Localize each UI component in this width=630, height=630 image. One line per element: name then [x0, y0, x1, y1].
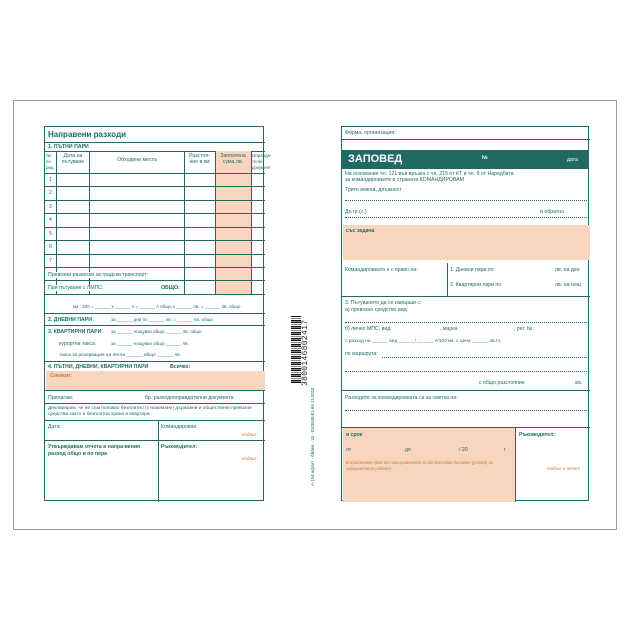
row-number: 3 [49, 204, 52, 210]
barcode-number: 3800146802417 [301, 319, 310, 386]
attach-text: бр. разходооправдателни документа [145, 395, 234, 401]
in-words-label: Словом: [50, 373, 72, 379]
row-number: 4 [49, 217, 52, 223]
row-number: 1 [49, 177, 52, 183]
printer-info: А-194-офсет - бВ/мм - 33 - 03/3845-01-69 11-2010 [310, 387, 315, 486]
lodging-rate-label: 2. Квартирни пари по [450, 282, 502, 288]
resort-tax-label: курортна такса [59, 341, 95, 347]
declaration-text: Декларирам, че не съм ползвал безплатно (с нааемане) държавни и обществени превозни средства както и безплатна храна и квартира. [48, 406, 252, 417]
col-header-distance: Разстоя-ние в км [189, 153, 210, 165]
right-manager-signature: подпис и печат [547, 466, 581, 471]
lodging-money-label: 3. КВАРТИРНИ ПАРИ [48, 329, 102, 335]
names-label: Трите имена, длъжност [345, 187, 402, 193]
attach-label: Прилагам: [48, 395, 74, 401]
daily-money-label: 2. ДНЕВНИ ПАРИ [48, 317, 92, 323]
destination-label: До гр.(с.) [345, 209, 367, 215]
form-sheet [13, 100, 617, 530]
order-number-label: № [482, 155, 488, 161]
company-label: Фирма, организация: [345, 130, 396, 136]
total-all-label: Всичко: [170, 364, 191, 370]
lodging-rate-unit: лв. на нощ [555, 282, 581, 288]
commissioned-label: Командирован: [161, 424, 198, 430]
daily-rate-unit: лв. на ден [555, 267, 580, 273]
expenses-report-form [44, 126, 272, 501]
fuel-consumption-text: с разход на ______ вид ______/ ______ л/100 км, с цена ______ лв./л, [345, 339, 502, 344]
daily-rate-label: 1. Дневни пари по [450, 267, 494, 273]
col-header-paid: Заплатена сума лв. [220, 153, 246, 165]
reservation-tax-label: такса за резервация на легла ______ общо ______ лв. [59, 353, 182, 358]
col-header-no: № по ред [46, 153, 54, 170]
order-date-label: дата [567, 157, 579, 163]
total-label: ОБЩО: [161, 285, 180, 291]
basis-text-1: На основание чл. 121 във връзка с чл. 215 от КТ и чл. 8 от Наредбата [345, 171, 514, 177]
resort-tax-text: за ______ нощувки общо ______ лв. [111, 341, 189, 346]
right-manager-label: Ръководител: [519, 432, 556, 438]
travel-mode-label: 3. Пътуването да се извърши с: [345, 300, 422, 306]
brand-label: , марка [440, 326, 458, 332]
col-header-date: Дата на пътуване [61, 153, 85, 165]
fuel-formula: км : 100 = ______ х ______ л = ______ л общо х ______ лв. = ______ лв. общо [73, 304, 241, 309]
task-field[interactable] [343, 225, 590, 260]
term-year-label: / 20 [459, 447, 468, 453]
col-header-places: Обходени места [117, 157, 157, 163]
basis-text-2: за командировките в страната КОМАНДИРОВАМ [345, 177, 464, 183]
col-header-doc: Оправда-телен документ [252, 153, 272, 170]
total-money-label: 4. ПЪТНИ, ДНЕВНИ, КВАРТИРНИ ПАРИ [48, 364, 149, 370]
commissioned-signature: подпис [242, 432, 257, 437]
own-car-label: б) лично МПС, вид [345, 326, 391, 332]
reg-number-label: , рег. № [514, 326, 533, 332]
row-number: 5 [49, 231, 52, 237]
expenses-label: Разходите за командировката са за сметка на: [345, 395, 458, 401]
barcode [291, 316, 301, 384]
total-distance-label: с общо разстояние [479, 380, 525, 386]
entitled-label: Командировката е с право на: [345, 267, 418, 273]
report-note: В тридневен срок от завършването си да докладва писмено (устно) за извършената работа [346, 460, 493, 471]
row-number: 2 [49, 190, 52, 196]
row-number: 6 [49, 244, 52, 250]
term-year-suffix: г. [504, 447, 507, 453]
approve-text: Утвърждавам отчета и напра-вения разход общо и по пера [48, 444, 141, 457]
term-from-label: от [346, 447, 352, 453]
left-manager-label: Ръководител: [161, 444, 198, 450]
and-back-label: и обратно [540, 209, 564, 215]
travel-order-form [341, 126, 589, 501]
report-title: Направени разходи [48, 130, 127, 139]
left-manager-signature: подпис [242, 456, 257, 461]
term-label: в срок [346, 432, 363, 438]
order-title: ЗАПОВЕД [348, 153, 403, 165]
row-number: 7 [49, 258, 52, 264]
task-label: със задача [346, 228, 375, 234]
term-to-label: до [405, 447, 411, 453]
in-words-field[interactable] [46, 371, 265, 390]
lodging-money-text: за ______ нощувки общо ______ лв. общо [111, 329, 202, 334]
daily-money-text: за ______ дни по ______ лв. = ______ лв. общо [111, 317, 213, 322]
date-label: Дата: [48, 424, 61, 430]
private-car-label: При пътуване с ЛМПС: [48, 285, 104, 291]
vehicle-type-label: а) превозно средство вид: [345, 307, 409, 313]
city-transport-label: Превозни разноски за градски транспорт: [48, 272, 149, 278]
km-label: км. [575, 380, 583, 386]
section1-title: 1. ПЪТНИ ПАРИ [48, 144, 89, 150]
route-label: по маршрута: [345, 351, 378, 357]
